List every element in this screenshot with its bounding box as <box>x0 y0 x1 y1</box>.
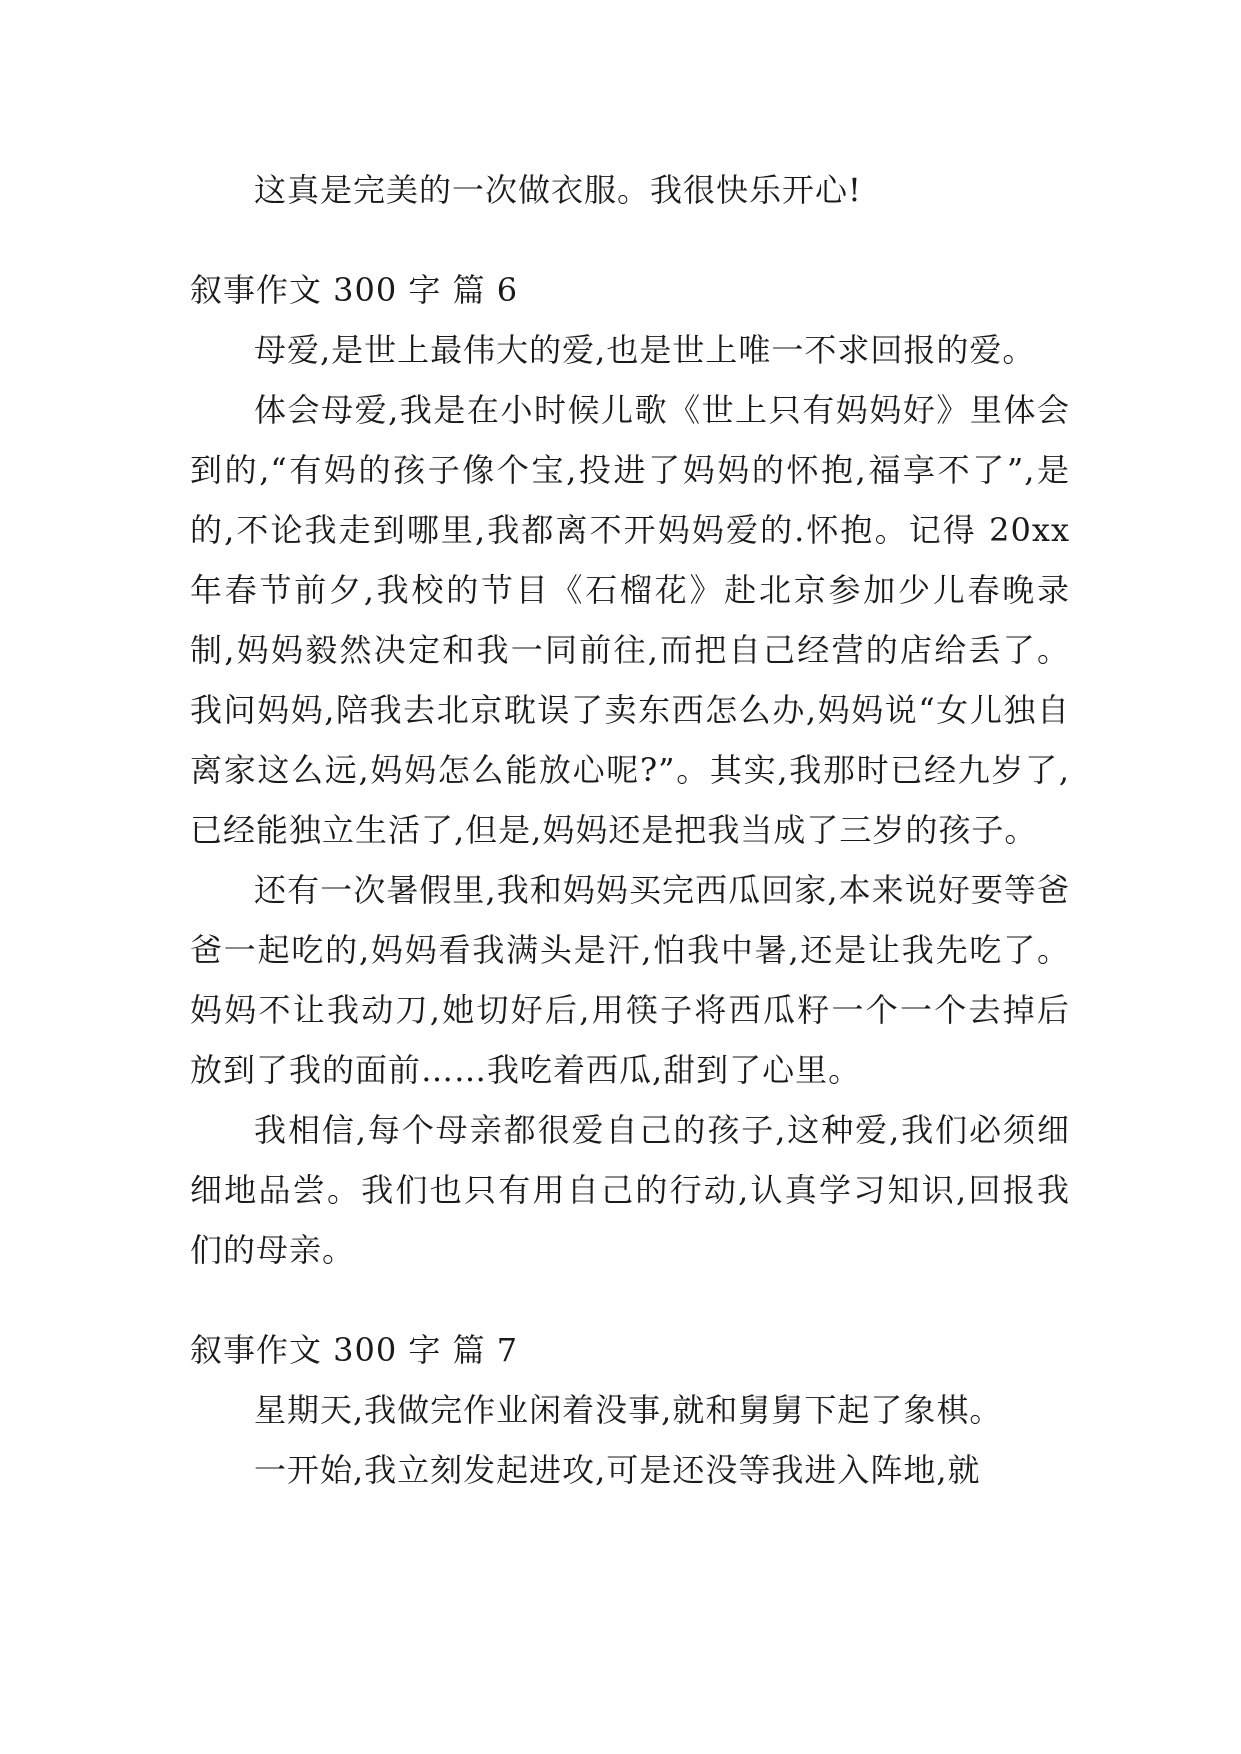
section-7-paragraph-2: 一开始,我立刻发起进攻,可是还没等我进入阵地,就 <box>254 1451 981 1489</box>
intro-paragraph: 这真是完美的一次做衣服。我很快乐开心! <box>254 171 862 209</box>
section-6-paragraph-1: 母爱,是世上最伟大的爱,也是世上唯一不求回报的爱。 <box>254 331 1036 369</box>
section-6-paragraph-4: 我相信,每个母亲都很爱自己的孩子,这种爱,我们必须细细地品尝。我们也只有用自己的行动,认真学习知识,回报我们的母亲。 <box>190 1111 1070 1269</box>
section-7-paragraph-1: 星期天,我做完作业闲着没事,就和舅舅下起了象棋。 <box>254 1391 1003 1429</box>
section-spacer <box>190 220 1070 260</box>
section-6-paragraph-3: 还有一次暑假里,我和妈妈买完西瓜回家,本来说好要等爸爸一起吃的,妈妈看我满头是汗,怕我中暑,还是让我先吃了。妈妈不让我动刀,她切好后,用筷子将西瓜籽一个一个去掉后放到了我的面前……我吃着西瓜,甜到了心里。 <box>190 871 1070 1089</box>
section-6-paragraph-2: 体会母爱,我是在小时候儿歌《世上只有妈妈好》里体会到的,“有妈的孩子像个宝,投进了妈妈的怀抱,福享不了”,是的,不论我走到哪里,我都离不开妈妈爱的.怀抱。记得 20xx 年春节前夕,我校的节目《石榴花》赴北京参加少儿春晚录制,妈妈毅然决定和我一同前往,而把自己经营的店给丢了。我问妈妈,陪我去北京耽误了卖东西怎么办,妈妈说“女儿独自离家这么远,妈妈怎么能放心呢?”。其实,我那时已经九岁了,已经能独立生活了,但是,妈妈还是把我当成了三岁的孩子。 <box>190 391 1070 849</box>
section-6-heading: 叙事作文 300 字 篇 6 <box>190 271 519 309</box>
document-body <box>190 160 1070 1500</box>
section-spacer <box>190 1280 1070 1320</box>
section-7-heading: 叙事作文 300 字 篇 7 <box>190 1331 519 1369</box>
